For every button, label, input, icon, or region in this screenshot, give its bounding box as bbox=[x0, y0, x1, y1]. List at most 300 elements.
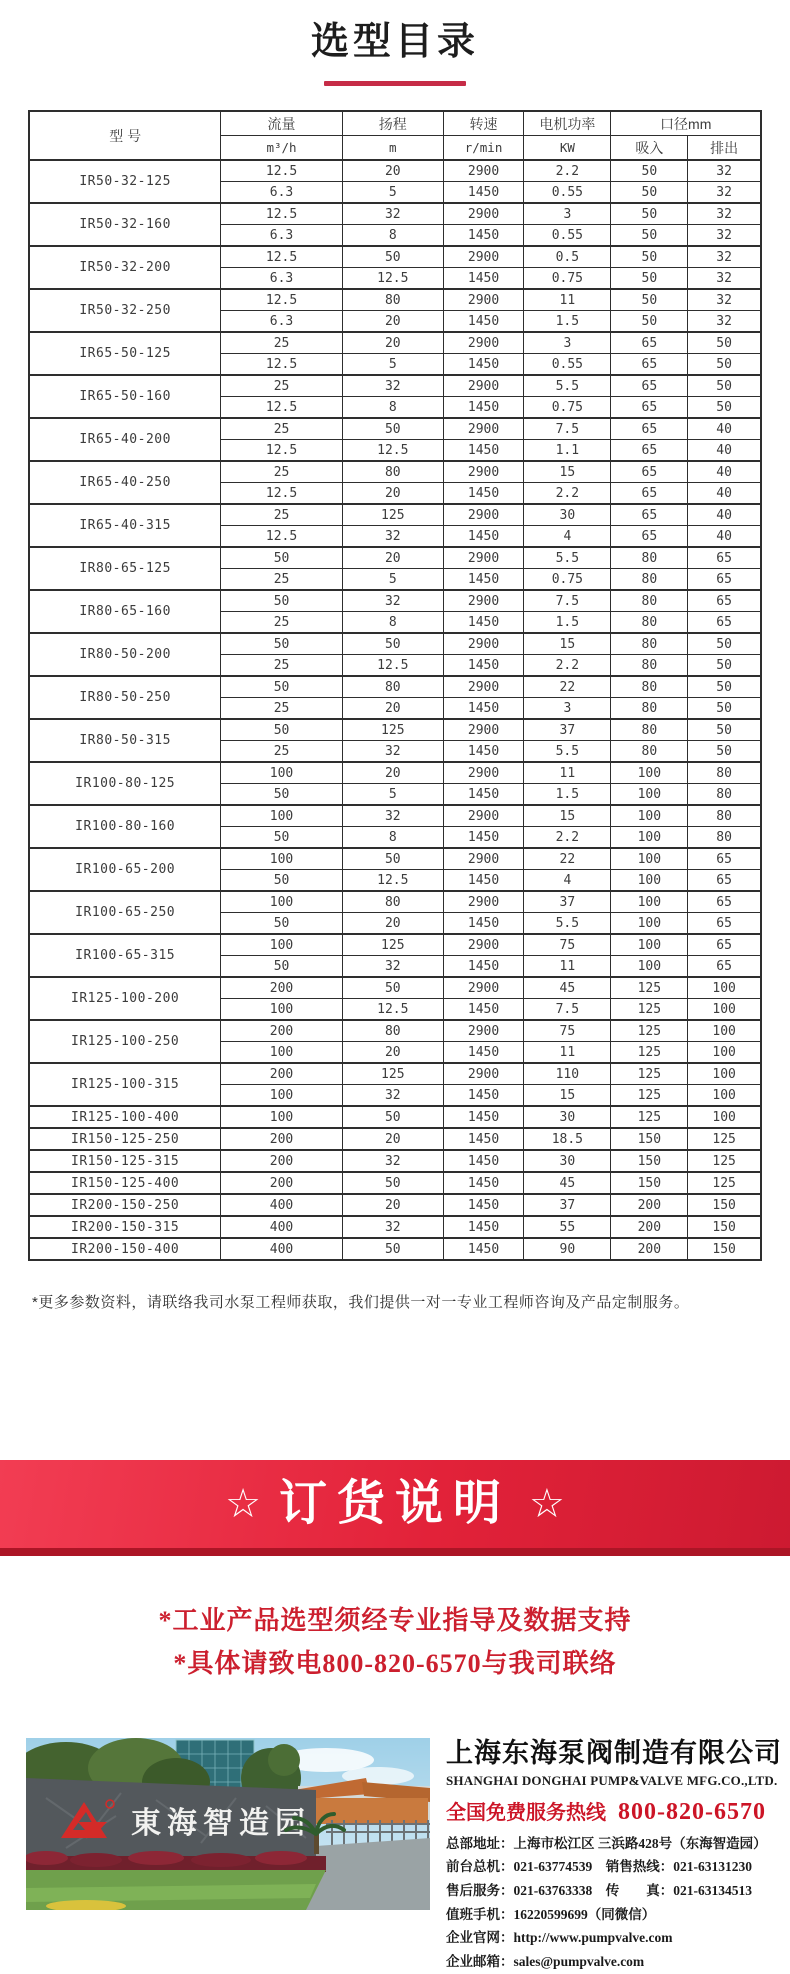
spec-cell: 100 bbox=[611, 956, 688, 978]
spec-cell: 50 bbox=[221, 590, 343, 612]
model-cell: IR125-100-250 bbox=[29, 1020, 221, 1063]
contact-lines bbox=[446, 1832, 782, 1974]
spec-cell: 80 bbox=[611, 698, 688, 720]
spec-cell: 50 bbox=[342, 1106, 443, 1128]
spec-cell: 0.75 bbox=[524, 268, 611, 290]
model-cell: IR50-32-125 bbox=[29, 160, 221, 203]
spec-cell: 200 bbox=[221, 1063, 343, 1085]
spec-cell: 1450 bbox=[443, 311, 524, 333]
spec-cell: 5.5 bbox=[524, 913, 611, 935]
footnote: *更多参数资料，请联络我司水泵工程师获取，我们提供一对一专业工程师咨询及产品定制服务。 bbox=[32, 1294, 690, 1311]
spec-cell: 200 bbox=[221, 1128, 343, 1150]
spec-cell: 40 bbox=[688, 461, 761, 483]
company-name-cn: 上海东海泵阀制造有限公司 bbox=[446, 1737, 782, 1768]
spec-cell: 12.5 bbox=[342, 999, 443, 1021]
spec-cell: 200 bbox=[611, 1194, 688, 1216]
model-cell: IR65-40-315 bbox=[29, 504, 221, 547]
spec-cell: 200 bbox=[611, 1238, 688, 1260]
spec-cell: 80 bbox=[611, 676, 688, 698]
spec-cell: 12.5 bbox=[221, 483, 343, 505]
spec-cell: 150 bbox=[688, 1238, 761, 1260]
spec-cell: 30 bbox=[524, 504, 611, 526]
contact-line: 售后服务：021-63763338 传 真：021-63134513 bbox=[446, 1883, 752, 1899]
spec-cell: 6.3 bbox=[221, 182, 343, 204]
spec-table-body bbox=[29, 160, 761, 1260]
order-notes bbox=[0, 1600, 790, 1686]
model-cell: IR200-150-400 bbox=[29, 1238, 221, 1260]
spec-cell: 150 bbox=[688, 1216, 761, 1238]
spec-cell: 2900 bbox=[443, 504, 524, 526]
spec-cell: 50 bbox=[342, 848, 443, 870]
spec-cell: 3 bbox=[524, 203, 611, 225]
spec-cell: 50 bbox=[221, 676, 343, 698]
spec-cell: 20 bbox=[342, 1128, 443, 1150]
spec-cell: 50 bbox=[688, 655, 761, 677]
contact-line: 总部地址：上海市松江区 三浜路428号（东海智造园） bbox=[446, 1835, 767, 1851]
table-row bbox=[29, 848, 761, 870]
spec-cell: 100 bbox=[221, 891, 343, 913]
spec-cell: 80 bbox=[611, 741, 688, 763]
model-cell: IR80-50-315 bbox=[29, 719, 221, 762]
spec-cell: 50 bbox=[688, 633, 761, 655]
spec-cell: 1450 bbox=[443, 870, 524, 892]
spec-cell: 40 bbox=[688, 483, 761, 505]
spec-cell: 125 bbox=[611, 1063, 688, 1085]
star-icon: ☆ bbox=[225, 1482, 261, 1526]
order-note-2: *具体请致电800-820-6570与我司联络 bbox=[173, 1648, 617, 1678]
spec-cell: 5 bbox=[342, 784, 443, 806]
spec-cell: 100 bbox=[611, 784, 688, 806]
model-cell: IR65-40-250 bbox=[29, 461, 221, 504]
model-cell: IR100-65-315 bbox=[29, 934, 221, 977]
spec-cell: 50 bbox=[688, 719, 761, 741]
spec-cell: 100 bbox=[611, 913, 688, 935]
spec-cell: 7.5 bbox=[524, 590, 611, 612]
spec-cell: 25 bbox=[221, 504, 343, 526]
spec-cell: 1450 bbox=[443, 741, 524, 763]
spec-cell: 65 bbox=[688, 848, 761, 870]
header-discharge: 排出 bbox=[688, 136, 761, 161]
table-row bbox=[29, 160, 761, 182]
spec-cell: 2900 bbox=[443, 719, 524, 741]
spec-cell: 32 bbox=[688, 289, 761, 311]
spec-cell: 20 bbox=[342, 160, 443, 182]
spec-cell: 50 bbox=[342, 246, 443, 268]
spec-cell: 65 bbox=[611, 418, 688, 440]
header-flow: 流量 bbox=[221, 111, 343, 136]
order-note-1: *工业产品选型须经专业指导及数据支持 bbox=[158, 1606, 632, 1635]
spec-cell: 11 bbox=[524, 956, 611, 978]
contact-line[interactable]: 企业官网：http://www.pumpvalve.com bbox=[446, 1930, 673, 1946]
spec-table bbox=[28, 110, 762, 1261]
model-cell: IR100-65-250 bbox=[29, 891, 221, 934]
spec-cell: 125 bbox=[611, 999, 688, 1021]
model-cell: IR65-50-125 bbox=[29, 332, 221, 375]
spec-cell: 50 bbox=[221, 956, 343, 978]
spec-cell: 2900 bbox=[443, 848, 524, 870]
spec-cell: 7.5 bbox=[524, 999, 611, 1021]
spec-cell: 65 bbox=[611, 440, 688, 462]
spec-cell: 50 bbox=[688, 698, 761, 720]
spec-cell: 200 bbox=[221, 1172, 343, 1194]
spec-cell: 1450 bbox=[443, 354, 524, 376]
spec-cell: 8 bbox=[342, 612, 443, 634]
contact-line[interactable]: 企业邮箱：sales@pumpvalve.com bbox=[446, 1953, 645, 1969]
spec-cell: 12.5 bbox=[342, 440, 443, 462]
spec-cell: 50 bbox=[611, 311, 688, 333]
spec-cell: 100 bbox=[611, 934, 688, 956]
spec-cell: 20 bbox=[342, 1042, 443, 1064]
spec-cell: 1450 bbox=[443, 1172, 524, 1194]
spec-cell: 12.5 bbox=[221, 289, 343, 311]
spec-cell: 50 bbox=[221, 719, 343, 741]
company-name-en: SHANGHAI DONGHAI PUMP&VALVE MFG.CO.,LTD. bbox=[446, 1772, 778, 1788]
header-head: 扬程 bbox=[342, 111, 443, 136]
spec-cell: 32 bbox=[342, 375, 443, 397]
spec-cell: 32 bbox=[342, 590, 443, 612]
model-cell: IR65-50-160 bbox=[29, 375, 221, 418]
spec-cell: 1450 bbox=[443, 956, 524, 978]
spec-cell: 80 bbox=[342, 289, 443, 311]
spec-cell: 12.5 bbox=[342, 268, 443, 290]
spec-cell: 2900 bbox=[443, 547, 524, 569]
spec-cell: 2900 bbox=[443, 934, 524, 956]
spec-cell: 50 bbox=[611, 246, 688, 268]
spec-cell: 40 bbox=[688, 418, 761, 440]
spec-cell: 65 bbox=[611, 332, 688, 354]
spec-cell: 80 bbox=[611, 590, 688, 612]
spec-cell: 65 bbox=[611, 504, 688, 526]
spec-cell: 65 bbox=[611, 375, 688, 397]
spec-cell: 65 bbox=[688, 956, 761, 978]
spec-cell: 1450 bbox=[443, 1238, 524, 1260]
spec-cell: 2900 bbox=[443, 805, 524, 827]
spec-cell: 125 bbox=[688, 1128, 761, 1150]
spec-cell: 12.5 bbox=[221, 397, 343, 419]
factory-photo bbox=[26, 1738, 430, 1910]
spec-cell: 2900 bbox=[443, 203, 524, 225]
spec-cell: 2900 bbox=[443, 590, 524, 612]
spec-cell: 20 bbox=[342, 1194, 443, 1216]
spec-cell: 150 bbox=[688, 1194, 761, 1216]
spec-cell: 65 bbox=[611, 483, 688, 505]
spec-cell: 1450 bbox=[443, 1194, 524, 1216]
spec-cell: 8 bbox=[342, 225, 443, 247]
spec-cell: 400 bbox=[221, 1238, 343, 1260]
spec-cell: 50 bbox=[688, 375, 761, 397]
spec-cell: 1450 bbox=[443, 440, 524, 462]
spec-cell: 12.5 bbox=[342, 655, 443, 677]
spec-cell: 20 bbox=[342, 332, 443, 354]
spec-cell: 55 bbox=[524, 1216, 611, 1238]
spec-cell: 20 bbox=[342, 698, 443, 720]
spec-cell: 7.5 bbox=[524, 418, 611, 440]
spec-cell: 65 bbox=[688, 870, 761, 892]
spec-cell: 65 bbox=[688, 934, 761, 956]
spec-cell: 50 bbox=[611, 160, 688, 182]
spec-cell: 80 bbox=[342, 1020, 443, 1042]
spec-cell: 200 bbox=[221, 977, 343, 999]
table-row bbox=[29, 332, 761, 354]
spec-cell: 11 bbox=[524, 1042, 611, 1064]
spec-cell: 32 bbox=[342, 526, 443, 548]
spec-cell: 4 bbox=[524, 526, 611, 548]
spec-cell: 25 bbox=[221, 698, 343, 720]
spec-cell: 100 bbox=[611, 762, 688, 784]
header-power: 电机功率 bbox=[524, 111, 611, 136]
spec-cell: 5 bbox=[342, 354, 443, 376]
table-row bbox=[29, 504, 761, 526]
spec-cell: 65 bbox=[688, 891, 761, 913]
spec-cell: 80 bbox=[342, 461, 443, 483]
company-info bbox=[446, 1738, 782, 1974]
spec-cell: 1450 bbox=[443, 569, 524, 591]
model-cell: IR125-100-200 bbox=[29, 977, 221, 1020]
spec-cell: 80 bbox=[611, 719, 688, 741]
model-cell: IR200-150-315 bbox=[29, 1216, 221, 1238]
spec-cell: 15 bbox=[524, 633, 611, 655]
spec-cell: 5.5 bbox=[524, 547, 611, 569]
spec-cell: 75 bbox=[524, 1020, 611, 1042]
spec-cell: 200 bbox=[221, 1020, 343, 1042]
spec-cell: 0.75 bbox=[524, 569, 611, 591]
spec-cell: 6.3 bbox=[221, 311, 343, 333]
model-cell: IR125-100-400 bbox=[29, 1106, 221, 1128]
table-row bbox=[29, 633, 761, 655]
star-icon: ☆ bbox=[529, 1482, 565, 1526]
spec-cell: 50 bbox=[611, 268, 688, 290]
spec-cell: 3 bbox=[524, 698, 611, 720]
spec-cell: 100 bbox=[221, 848, 343, 870]
spec-cell: 50 bbox=[221, 913, 343, 935]
header-model: 型 号 bbox=[29, 111, 221, 160]
spec-cell: 32 bbox=[688, 160, 761, 182]
header-speed: 转速 bbox=[443, 111, 524, 136]
table-row bbox=[29, 762, 761, 784]
spec-cell: 2900 bbox=[443, 375, 524, 397]
spec-cell: 100 bbox=[221, 805, 343, 827]
spec-cell: 1.5 bbox=[524, 311, 611, 333]
header-power-unit: KW bbox=[524, 136, 611, 161]
spec-cell: 0.55 bbox=[524, 354, 611, 376]
spec-cell: 80 bbox=[611, 633, 688, 655]
spec-cell: 65 bbox=[688, 913, 761, 935]
spec-cell: 1.5 bbox=[524, 612, 611, 634]
spec-cell: 2900 bbox=[443, 891, 524, 913]
spec-cell: 80 bbox=[688, 805, 761, 827]
spec-cell: 32 bbox=[342, 1085, 443, 1107]
order-banner bbox=[0, 1460, 790, 1556]
spec-cell: 20 bbox=[342, 762, 443, 784]
spec-cell: 1450 bbox=[443, 182, 524, 204]
spec-cell: 150 bbox=[611, 1150, 688, 1172]
spec-cell: 1450 bbox=[443, 655, 524, 677]
spec-cell: 5 bbox=[342, 569, 443, 591]
spec-cell: 110 bbox=[524, 1063, 611, 1085]
spec-cell: 80 bbox=[611, 655, 688, 677]
spec-cell: 22 bbox=[524, 676, 611, 698]
table-row bbox=[29, 891, 761, 913]
spec-cell: 3 bbox=[524, 332, 611, 354]
spec-cell: 65 bbox=[688, 590, 761, 612]
spec-cell: 100 bbox=[688, 1106, 761, 1128]
spec-cell: 30 bbox=[524, 1106, 611, 1128]
spec-cell: 1450 bbox=[443, 1042, 524, 1064]
spec-cell: 1450 bbox=[443, 483, 524, 505]
spec-cell: 30 bbox=[524, 1150, 611, 1172]
spec-cell: 1450 bbox=[443, 612, 524, 634]
spec-cell: 100 bbox=[611, 891, 688, 913]
spec-cell: 2900 bbox=[443, 762, 524, 784]
wall-sign-text: 東海智造园 bbox=[131, 1806, 311, 1840]
spec-cell: 25 bbox=[221, 741, 343, 763]
table-row bbox=[29, 547, 761, 569]
model-cell: IR80-50-200 bbox=[29, 633, 221, 676]
table-row bbox=[29, 805, 761, 827]
spec-cell: 37 bbox=[524, 719, 611, 741]
spec-cell: 15 bbox=[524, 461, 611, 483]
table-row bbox=[29, 289, 761, 311]
spec-cell: 45 bbox=[524, 1172, 611, 1194]
table-row bbox=[29, 1216, 761, 1238]
spec-cell: 125 bbox=[688, 1172, 761, 1194]
model-cell: IR100-65-200 bbox=[29, 848, 221, 891]
spec-cell: 18.5 bbox=[524, 1128, 611, 1150]
spec-cell: 100 bbox=[688, 1042, 761, 1064]
spec-cell: 100 bbox=[611, 805, 688, 827]
spec-cell: 65 bbox=[611, 397, 688, 419]
spec-cell: 200 bbox=[611, 1216, 688, 1238]
spec-cell: 22 bbox=[524, 848, 611, 870]
spec-cell: 50 bbox=[688, 332, 761, 354]
spec-cell: 100 bbox=[611, 870, 688, 892]
lawn bbox=[26, 1870, 326, 1910]
spec-cell: 1450 bbox=[443, 827, 524, 849]
spec-cell: 32 bbox=[342, 1150, 443, 1172]
spec-cell: 125 bbox=[342, 504, 443, 526]
spec-cell: 1450 bbox=[443, 268, 524, 290]
spec-cell: 50 bbox=[342, 633, 443, 655]
spec-cell: 1450 bbox=[443, 913, 524, 935]
company-footer bbox=[26, 1737, 782, 1974]
spec-cell: 100 bbox=[611, 848, 688, 870]
spec-cell: 25 bbox=[221, 375, 343, 397]
spec-cell: 2900 bbox=[443, 977, 524, 999]
model-cell: IR125-100-315 bbox=[29, 1063, 221, 1106]
spec-cell: 2900 bbox=[443, 246, 524, 268]
table-row bbox=[29, 1128, 761, 1150]
table-row bbox=[29, 461, 761, 483]
model-cell: IR50-32-160 bbox=[29, 203, 221, 246]
spec-cell: 50 bbox=[342, 418, 443, 440]
spec-cell: 1450 bbox=[443, 1150, 524, 1172]
spec-cell: 45 bbox=[524, 977, 611, 999]
spec-table-header bbox=[29, 111, 761, 160]
spec-cell: 32 bbox=[688, 225, 761, 247]
table-row bbox=[29, 1063, 761, 1085]
spec-cell: 50 bbox=[342, 977, 443, 999]
spec-cell: 65 bbox=[688, 569, 761, 591]
spec-cell: 2900 bbox=[443, 633, 524, 655]
spec-cell: 25 bbox=[221, 569, 343, 591]
spec-cell: 2900 bbox=[443, 1020, 524, 1042]
spec-cell: 50 bbox=[221, 547, 343, 569]
spec-cell: 8 bbox=[342, 827, 443, 849]
spec-cell: 50 bbox=[221, 827, 343, 849]
spec-cell: 400 bbox=[221, 1194, 343, 1216]
spec-cell: 50 bbox=[611, 203, 688, 225]
contact-line: 值班手机：16220599699（同微信） bbox=[446, 1906, 656, 1922]
spec-cell: 100 bbox=[688, 1020, 761, 1042]
spec-cell: 80 bbox=[611, 569, 688, 591]
spec-cell: 32 bbox=[688, 182, 761, 204]
contact-line: 前台总机：021-63774539 销售热线：021-63131230 bbox=[446, 1859, 752, 1875]
spec-cell: 1450 bbox=[443, 698, 524, 720]
spec-cell: 1450 bbox=[443, 784, 524, 806]
spec-cell: 50 bbox=[221, 870, 343, 892]
title-divider bbox=[324, 81, 466, 86]
spec-cell: 2.2 bbox=[524, 483, 611, 505]
spec-cell: 125 bbox=[611, 1020, 688, 1042]
spec-cell: 2900 bbox=[443, 332, 524, 354]
spec-cell: 100 bbox=[221, 1042, 343, 1064]
spec-cell: 125 bbox=[611, 1085, 688, 1107]
spec-cell: 2900 bbox=[443, 676, 524, 698]
model-cell: IR150-125-315 bbox=[29, 1150, 221, 1172]
table-row bbox=[29, 1172, 761, 1194]
spec-cell: 32 bbox=[342, 1216, 443, 1238]
spec-cell: 100 bbox=[611, 827, 688, 849]
spec-cell: 12.5 bbox=[221, 354, 343, 376]
spec-cell: 2900 bbox=[443, 418, 524, 440]
spec-cell: 80 bbox=[611, 612, 688, 634]
table-row bbox=[29, 375, 761, 397]
spec-cell: 32 bbox=[342, 956, 443, 978]
table-row bbox=[29, 1106, 761, 1128]
spec-cell: 50 bbox=[611, 182, 688, 204]
model-cell: IR50-32-200 bbox=[29, 246, 221, 289]
spec-cell: 2.2 bbox=[524, 827, 611, 849]
spec-cell: 125 bbox=[342, 719, 443, 741]
spec-cell: 25 bbox=[221, 461, 343, 483]
header-diameter: 口径mm bbox=[611, 111, 761, 136]
spec-cell: 80 bbox=[688, 784, 761, 806]
spec-cell: 8 bbox=[342, 397, 443, 419]
spec-cell: 125 bbox=[611, 977, 688, 999]
spec-cell: 50 bbox=[611, 225, 688, 247]
spec-cell: 50 bbox=[688, 397, 761, 419]
order-banner-title: 订货说明 bbox=[278, 1477, 511, 1530]
header-speed-unit: r/min bbox=[443, 136, 524, 161]
spec-cell: 32 bbox=[342, 741, 443, 763]
spec-cell: 100 bbox=[688, 977, 761, 999]
table-row bbox=[29, 1194, 761, 1216]
spec-table-section bbox=[28, 110, 762, 1261]
spec-cell: 80 bbox=[342, 676, 443, 698]
model-cell: IR200-150-250 bbox=[29, 1194, 221, 1216]
spec-cell: 100 bbox=[221, 762, 343, 784]
table-row bbox=[29, 418, 761, 440]
spec-cell: 32 bbox=[688, 203, 761, 225]
spec-cell: 80 bbox=[688, 762, 761, 784]
spec-cell: 1450 bbox=[443, 397, 524, 419]
spec-cell: 1450 bbox=[443, 225, 524, 247]
spec-cell: 100 bbox=[221, 999, 343, 1021]
spec-cell: 50 bbox=[221, 784, 343, 806]
spec-cell: 0.55 bbox=[524, 182, 611, 204]
model-cell: IR80-50-250 bbox=[29, 676, 221, 719]
spec-cell: 0.75 bbox=[524, 397, 611, 419]
